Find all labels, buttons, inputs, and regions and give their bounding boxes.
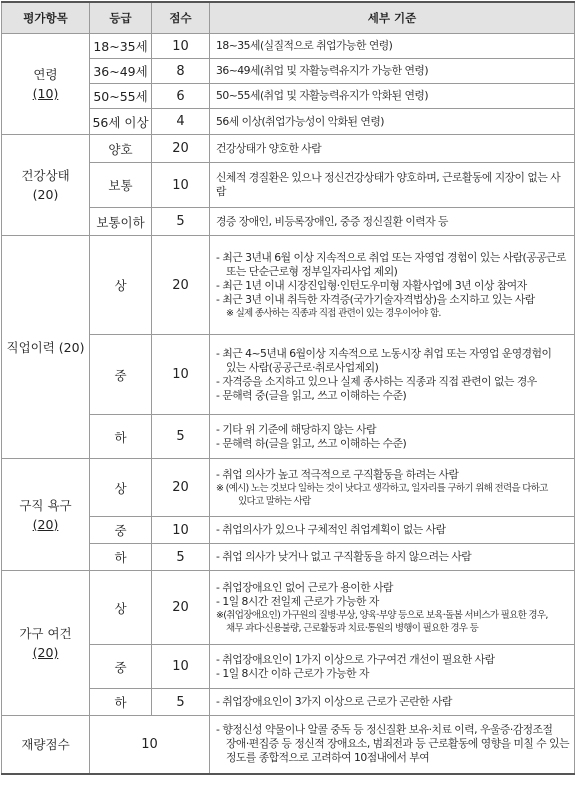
detail-line: - 향정신성 약물이나 알콜 중독 등 정신질환 보유·치료 이력, 우울증·감정조절 bbox=[216, 723, 553, 737]
detail-line: 있는 사람(공공근로·취로사업제외) bbox=[226, 360, 379, 374]
score-cell: 10 bbox=[90, 716, 210, 774]
detail-cell bbox=[210, 571, 575, 645]
detail-note: 있다고 말하는 사람 bbox=[238, 495, 311, 507]
score-cell: 20 bbox=[152, 135, 210, 163]
detail-line: 정도를 종합적으로 고려하여 10점내에서 부여 bbox=[226, 751, 430, 765]
detail-line: - 취업 의사가 높고 적극적으로 구직활동을 하려는 사람 bbox=[216, 467, 459, 481]
score-cell: 6 bbox=[152, 84, 210, 109]
category-job-desire bbox=[2, 459, 90, 571]
category-max-score: (20) bbox=[32, 187, 59, 202]
detail-cell bbox=[210, 645, 575, 689]
score-cell: 20 bbox=[152, 571, 210, 645]
detail-cell: - 취업 의사가 낮거나 없고 구직활동을 하지 않으려는 사람 bbox=[210, 544, 575, 571]
header-detail: 세부 기준 bbox=[210, 2, 575, 34]
detail-line: - 최근 1년 이내 시장진입형·인턴도우미형 자활사업에 3년 이상 참여자 bbox=[216, 278, 527, 292]
grade-cell: 50~55세 bbox=[90, 84, 152, 109]
header-row bbox=[2, 2, 575, 34]
category-discretion: 재량점수 bbox=[2, 716, 90, 774]
grade-cell: 상 bbox=[90, 459, 152, 517]
detail-line: - 최근 3년내 6월 이상 지속적으로 취업 또는 자영업 경험이 있는 사람(공공근로 bbox=[216, 250, 566, 264]
detail-cell: 신체적 경질환은 있으나 정신건강상태가 양호하며, 근로활동에 지장이 없는 사람 bbox=[210, 163, 575, 208]
detail-cell: 50~55세(취업 및 자활능력유지가 악화된 연령) bbox=[210, 84, 575, 109]
detail-cell: - 취업장애요인이 3가지 이상으로 근로가 곤란한 사람 bbox=[210, 689, 575, 716]
detail-line: 장애·편집증 등 정신적 장애요소, 범죄전과 등 근로활동에 영향을 미칠 수 있는 bbox=[226, 737, 570, 751]
evaluation-criteria-table bbox=[1, 1, 575, 775]
grade-cell: 36~49세 bbox=[90, 59, 152, 84]
grade-cell: 중 bbox=[90, 517, 152, 544]
category-age bbox=[2, 34, 90, 135]
detail-cell bbox=[210, 716, 575, 774]
category-label: 건강상태 bbox=[21, 168, 70, 183]
detail-cell bbox=[210, 459, 575, 517]
detail-line: - 취업장애요인 없어 근로가 용이한 사람 bbox=[216, 580, 393, 594]
grade-cell: 18~35세 bbox=[90, 34, 152, 59]
detail-cell: 건강상태가 양호한 사람 bbox=[210, 135, 575, 163]
grade-cell: 하 bbox=[90, 544, 152, 571]
category-label: 가구 여건 bbox=[19, 626, 72, 641]
detail-cell: 18~35세(실질적으로 취업가능한 연령) bbox=[210, 34, 575, 59]
detail-cell: 36~49세(취업 및 자활능력유지가 가능한 연령) bbox=[210, 59, 575, 84]
grade-cell: 상 bbox=[90, 236, 152, 335]
grade-cell: 상 bbox=[90, 571, 152, 645]
detail-cell: 56세 이상(취업가능성이 악화된 연령) bbox=[210, 109, 575, 135]
score-cell: 20 bbox=[152, 236, 210, 335]
detail-cell bbox=[210, 415, 575, 459]
grade-cell: 하 bbox=[90, 415, 152, 459]
category-max-score: (20) bbox=[32, 516, 59, 532]
grade-cell: 양호 bbox=[90, 135, 152, 163]
score-cell: 20 bbox=[152, 459, 210, 517]
detail-cell bbox=[210, 236, 575, 335]
category-max-score: (10) bbox=[32, 86, 59, 101]
category-label: 연령 bbox=[33, 67, 58, 82]
score-cell: 10 bbox=[152, 335, 210, 415]
detail-cell: - 취업의사가 있으나 구체적인 취업계획이 없는 사람 bbox=[210, 517, 575, 544]
table-row bbox=[2, 716, 575, 774]
category-max-score: (20) bbox=[32, 645, 59, 660]
table-row bbox=[2, 34, 575, 59]
category-label: 구직 욕구 bbox=[19, 497, 72, 513]
detail-cell: 경증 장애인, 비등록장애인, 중증 정신질환 이력자 등 bbox=[210, 208, 575, 236]
table-row bbox=[2, 571, 575, 645]
detail-line: - 기타 위 기준에 해당하지 않는 사람 bbox=[216, 422, 377, 436]
score-cell: 10 bbox=[152, 645, 210, 689]
score-cell: 5 bbox=[152, 208, 210, 236]
detail-line: - 문해력 중(글을 읽고, 쓰고 이해하는 수준) bbox=[216, 388, 407, 402]
detail-line: 또는 단순근로형 정부일자리사업 제외) bbox=[226, 264, 398, 278]
detail-line: - 최근 4~5년내 6월이상 지속적으로 노동시장 취업 또는 자영업 운영경험이 bbox=[216, 346, 552, 360]
grade-cell: 56세 이상 bbox=[90, 109, 152, 135]
score-cell: 4 bbox=[152, 109, 210, 135]
detail-note: ※ (예시) 노는 것보다 일하는 것이 낫다고 생각하고, 일자리를 구하기 위해 전력을 다하고 bbox=[216, 482, 548, 494]
grade-cell: 보통 bbox=[90, 163, 152, 208]
score-cell: 8 bbox=[152, 59, 210, 84]
table-row bbox=[2, 135, 575, 163]
grade-cell: 중 bbox=[90, 645, 152, 689]
score-cell: 5 bbox=[152, 689, 210, 716]
detail-note: ※ 실제 종사하는 직종과 직접 관련이 있는 경우이어야 함. bbox=[226, 307, 441, 319]
detail-note: ※(취업장애요인) 가구원의 질병·부상, 양육·부양 등으로 보육·돌봄 서비스가 필요한 경우, bbox=[216, 609, 548, 621]
detail-line: - 취업장애요인이 1가지 이상으로 가구여건 개선이 필요한 사람 bbox=[216, 652, 495, 666]
score-cell: 10 bbox=[152, 517, 210, 544]
table-row bbox=[2, 236, 575, 335]
category-household bbox=[2, 571, 90, 716]
header-score: 점수 bbox=[152, 2, 210, 34]
detail-line: - 자격증을 소지하고 있으나 실제 종사하는 직종과 직접 관련이 없는 경우 bbox=[216, 374, 537, 388]
score-cell: 5 bbox=[152, 415, 210, 459]
detail-line: - 1일 8시간 전일제 근로가 가능한 자 bbox=[216, 594, 379, 608]
detail-line: - 문해력 하(글을 읽고, 쓰고 이해하는 수준) bbox=[216, 436, 407, 450]
grade-cell: 중 bbox=[90, 335, 152, 415]
score-cell: 5 bbox=[152, 544, 210, 571]
detail-cell bbox=[210, 335, 575, 415]
detail-line: - 1일 8시간 이하 근로가 가능한 자 bbox=[216, 666, 369, 680]
header-category: 평가항목 bbox=[2, 2, 90, 34]
detail-note: 채무 과다·신용불량, 근로활동과 치료·통원의 병행이 필요한 경우 등 bbox=[226, 622, 479, 634]
score-cell: 10 bbox=[152, 34, 210, 59]
category-health bbox=[2, 135, 90, 236]
category-career: 직업이력 (20) bbox=[2, 236, 90, 459]
grade-cell: 보통이하 bbox=[90, 208, 152, 236]
table-row bbox=[2, 459, 575, 517]
grade-cell: 하 bbox=[90, 689, 152, 716]
detail-line: - 최근 3년 이내 취득한 자격증(국가기술자격법상)을 소지하고 있는 사람 bbox=[216, 292, 535, 306]
score-cell: 10 bbox=[152, 163, 210, 208]
header-grade: 등급 bbox=[90, 2, 152, 34]
